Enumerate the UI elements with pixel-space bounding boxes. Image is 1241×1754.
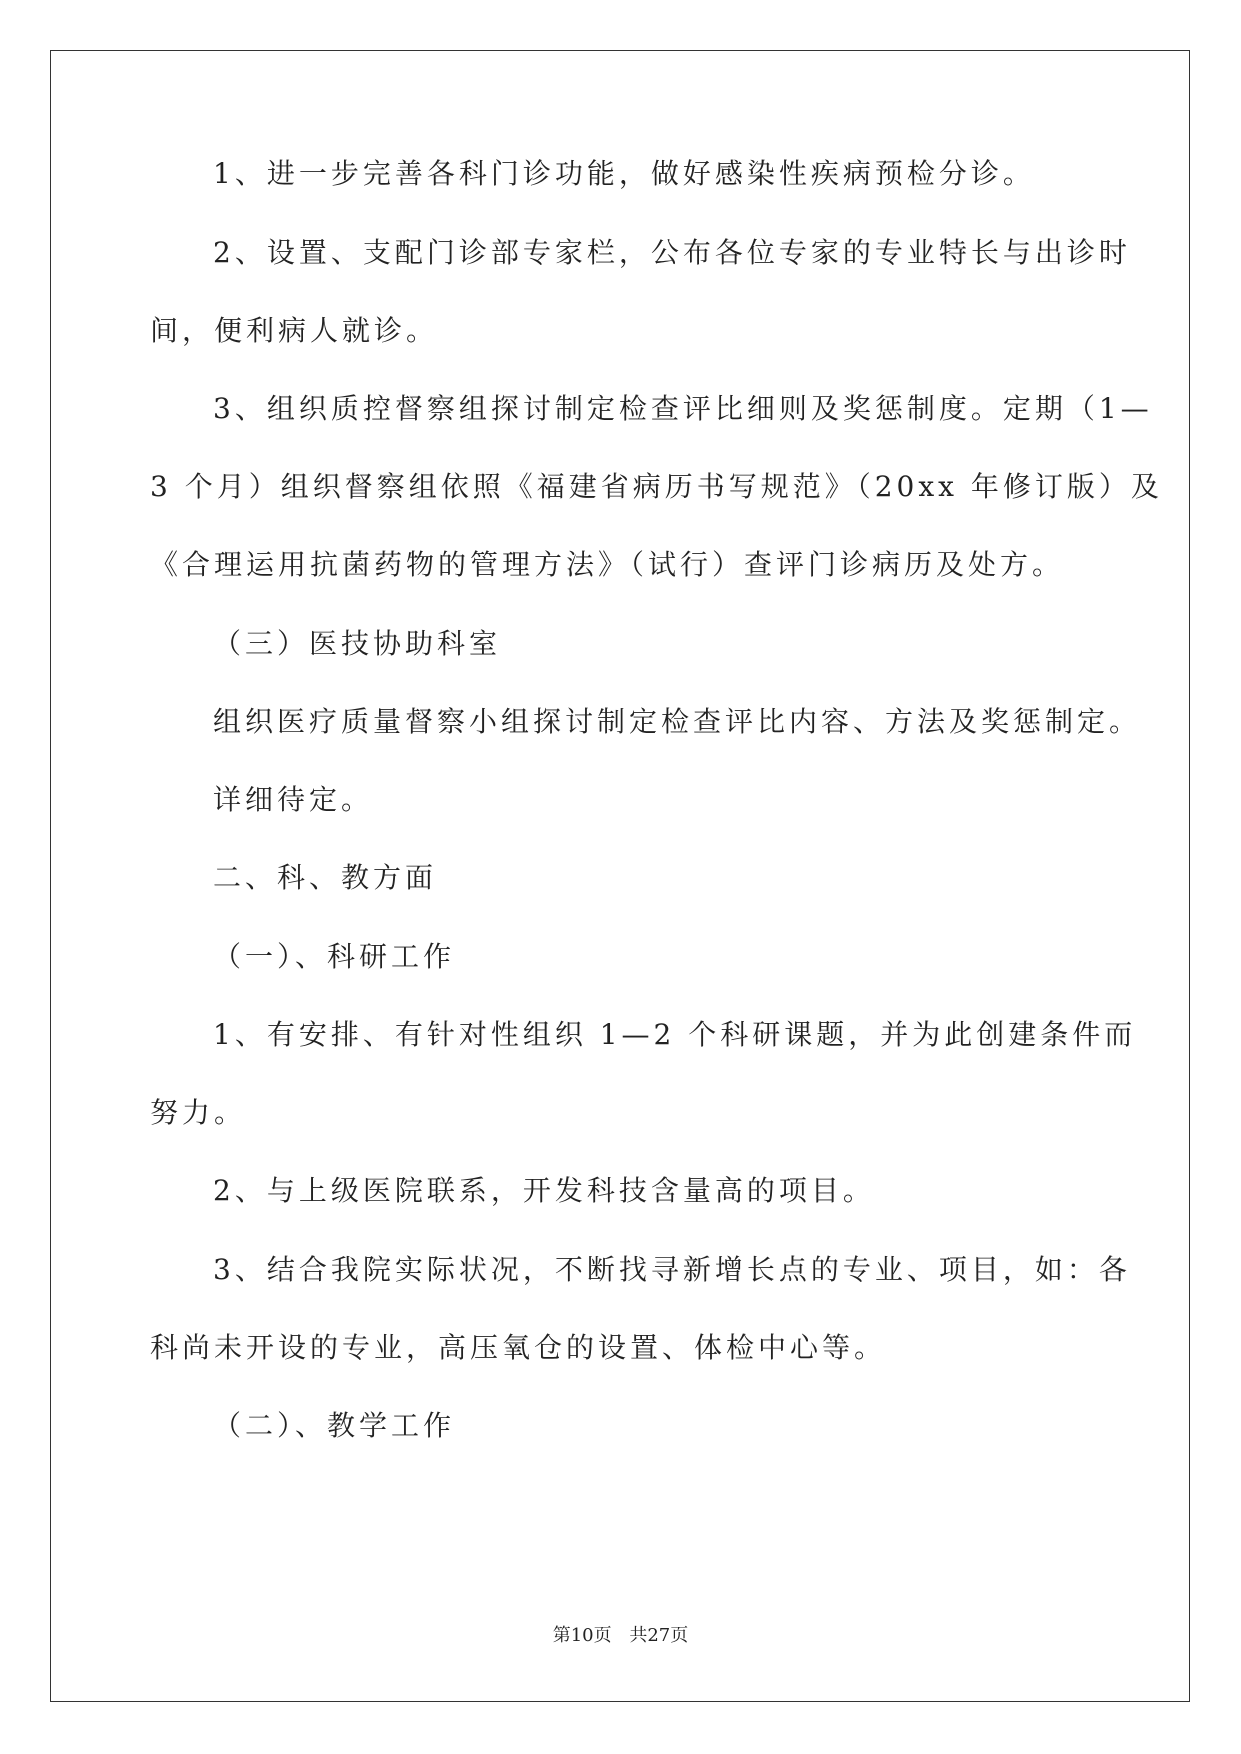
paragraph-line: 间，便利病人就诊。 [150, 314, 439, 347]
paragraph-line: 1、进一步完善各科门诊功能，做好感染性疾病预检分诊。 [213, 157, 1035, 190]
paragraph-line: 3、组织质控督察组探讨制定检查评比细则及奖惩制度。定期（1— [213, 392, 1153, 425]
page-total: 共27页 [629, 1625, 689, 1646]
paragraph-line: 3、结合我院实际状况，不断找寻新增长点的专业、项目，如：各 [213, 1253, 1131, 1286]
paragraph-line: 详细待定。 [213, 783, 374, 816]
page-footer [0, 1624, 1241, 1648]
section-heading: （一）、科研工作 [213, 940, 456, 973]
paragraph-line: 3 个月）组织督察组依照《福建省病历书写规范》（20xx 年修订版）及 [150, 470, 1163, 503]
section-heading: 二、科、教方面 [213, 861, 438, 894]
section-heading: （二）、教学工作 [213, 1409, 456, 1442]
paragraph-line: 2、设置、支配门诊部专家栏，公布各位专家的专业特长与出诊时 [213, 236, 1131, 269]
paragraph-line: 科尚未开设的专业，高压氧仓的设置、体检中心等。 [150, 1331, 887, 1364]
page-number: 第10页 [552, 1625, 612, 1646]
paragraph-line: 努力。 [150, 1096, 247, 1129]
paragraph-line: 组织医疗质量督察小组探讨制定检查评比内容、方法及奖惩制定。 [213, 705, 1142, 738]
paragraph-line: 2、与上级医院联系，开发科技含量高的项目。 [213, 1174, 875, 1207]
paragraph-line: 《合理运用抗菌药物的管理方法》（试行）查评门诊病历及处方。 [150, 548, 1065, 581]
paragraph-line: 1、有安排、有针对性组织 1—2 个科研课题，并为此创建条件而 [213, 1018, 1137, 1051]
section-heading: （三）医技协助科室 [213, 627, 502, 660]
